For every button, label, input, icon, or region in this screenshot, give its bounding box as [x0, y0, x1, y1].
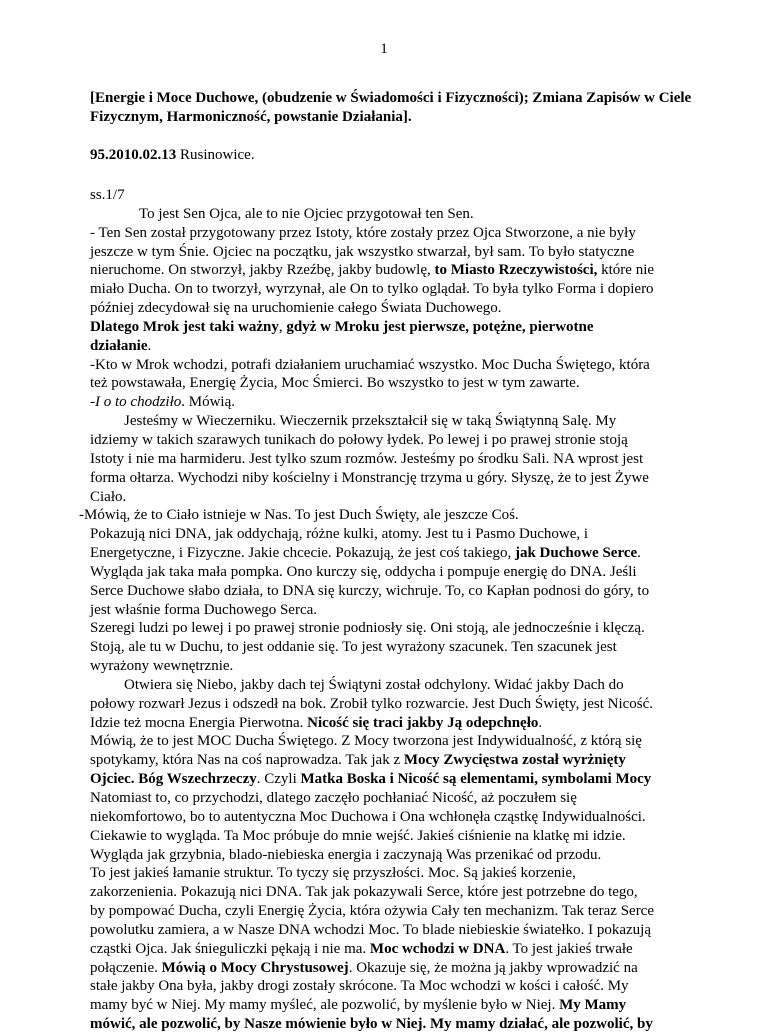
text-line [90, 337, 740, 356]
text-run: . Mówią. [181, 394, 235, 411]
text-run: . [538, 714, 543, 731]
bold-text: mówić, ale pozwolić, by Nasze mówienie było w Niej. My mamy działać, ale pozwolić, by [90, 1016, 653, 1033]
text-run: Stoją, ale tu w Duchu, to jest oddanie się. To jest wyrażony szacunek. Ten szacunek jest [90, 639, 617, 656]
bold-text: Moc wchodzi w DNA [369, 940, 506, 957]
text-run: Jesteśmy w Wieczerniku. Wieczernik przekształcił się w taką Świątynną Salę. My [124, 413, 617, 430]
text-line [90, 714, 740, 733]
text-line [90, 789, 740, 808]
bold-text: My Mamy [559, 997, 627, 1014]
text-line [90, 356, 740, 375]
text-run: . To jest jakieś trwałe [505, 940, 633, 957]
text-run: forma ołtarza. Wychodzi niby kościelny i Monstrancję trzyma u góry. Słyszę, że to jest Żywe [90, 469, 649, 486]
text-run: które nie [597, 262, 655, 279]
text-run: Natomiast to, co przychodzi, dlatego zaczęło pochłaniać Nicość, aż poczułem się [90, 790, 577, 806]
text-line [90, 544, 740, 563]
text-line [90, 846, 740, 865]
text-line [90, 732, 740, 751]
text-line [90, 695, 740, 714]
text-run: To jest jakieś łamanie struktur. To tyczy się przyszłości. Moc. Są jakieś korzenie, [90, 865, 576, 882]
text-run: - Ten Sen został przygotowany przez Istoty, które zostały przez Ojca Stworzone, a nie były [90, 224, 636, 241]
bold-text: Nicość się traci jakby Ją odepchnęło [307, 714, 539, 731]
text-line [90, 883, 740, 902]
text-run: mamy być w Niej. My mamy myśleć, ale pozwolić, by myślenie było w Niej. [90, 997, 560, 1014]
text-line [90, 864, 740, 883]
text-line [90, 902, 740, 921]
text-line [90, 186, 740, 205]
text-line [90, 657, 740, 676]
text-run: Otwiera się Niebo, jakby dach tej Świątyni został odchylony. Widać jakby Dach do [124, 676, 624, 693]
bold-text: Dlatego Mrok jest taki ważny [90, 318, 279, 335]
text-line [90, 977, 740, 996]
text-line [90, 525, 740, 544]
text-line [90, 676, 740, 695]
text-run: Idzie też mocna Energia Pierwotna. [90, 714, 308, 731]
text-run: wyrażony wewnętrznie. [90, 658, 234, 675]
text-line [90, 921, 740, 940]
text-run: . Okazuje się, że można ją jakby wprowadzić na [348, 959, 638, 976]
text-line [90, 205, 740, 224]
text-line [90, 582, 740, 601]
text-run: ss.1/7 [90, 187, 125, 203]
text-line [79, 506, 740, 525]
text-run: nieruchome. On stworzył, jakby Rzeźbę, jakby budowlę, [90, 262, 435, 279]
session-place: Rusinowice. [176, 147, 255, 163]
text-run: powolutku zamiera, a w Nasze DNA wchodzi Moc. To blade niebieskie światełko. I pokazują [90, 921, 652, 938]
text-run: . [147, 337, 152, 354]
text-run: Ciekawie to wygląda. Ta Moc próbuje do mnie wejść. Jakieś ciśnienie na klatkę mi idzie. [90, 827, 626, 844]
text-run: połączenie. [90, 959, 162, 976]
text-run: Mówią, że to jest MOC Ducha Świętego. Z Mocy tworzona jest Indywidualność, z którą się [90, 733, 642, 750]
text-line [90, 940, 740, 959]
text-run: Wygląda jak grzybnia, blado-niebieska energia i zaczynają Was przenikać od przodu. [90, 846, 602, 863]
text-line [90, 318, 740, 337]
text-run: też powstawała, Energię Życia, Moc Śmierci. Bo wszystko to jest w tym zawarte. [90, 375, 580, 392]
text-run: Wygląda jak taka mała pompka. Ono kurczy się, oddycha i pompuje energię do DNA. Jeśli [90, 563, 637, 580]
dateline [90, 146, 255, 165]
bold-text: Mówią o Mocy Chrystusowej [161, 959, 349, 976]
session-date: 95.2010.02.13 [90, 147, 177, 163]
text-line [90, 638, 740, 657]
bold-text: Mocy Zwycięstwa został wyrżnięty [403, 752, 626, 769]
text-line [90, 243, 740, 262]
bold-text: jak Duchowe Serce [514, 545, 638, 562]
text-line [90, 450, 740, 469]
text-line [90, 808, 740, 827]
text-run: Energetyczne, i Fizyczne. Jakie chcecie. Pokazują, że jest coś takiego, [90, 545, 515, 562]
text-line [90, 224, 740, 243]
text-run: -Mówią, że to Ciało istnieje w Nas. To jest Duch Święty, ale jeszcze Coś. [79, 507, 519, 524]
text-line [90, 619, 740, 638]
text-run: Ciało. [90, 488, 127, 505]
text-run: niekomfortowo, bo to autentyczna Moc Duchowa i Ona wchłonęła cząstkę Indywidualności. [90, 808, 646, 825]
text-run: zakorzenienia. Pokazują nici DNA. Tak jak pokazywali Serce, które jest potrzebne do tego, [90, 884, 638, 901]
document-heading: [Energie i Moce Duchowe, (obudzenie w Świadomości i Fizyczności); Zmiana Zapisów w Ciele Fizycznym, Harmoniczność, powstanie Działania]. [90, 90, 692, 125]
text-run: później zdecydował się na uruchomienie całego Świata Duchowego. [90, 300, 502, 317]
text-run: by pompować Ducha, czyli Energię Życia, która ożywia Cały ten mechanizm. Tak teraz Serce [90, 903, 655, 920]
text-run: jeszcze w tym Śnie. Ojciec na początku, jak wszystko stwarzał, był sam. To było statyczne [90, 243, 635, 260]
text-line [90, 1015, 740, 1034]
text-line [90, 261, 740, 280]
bold-text: Ojciec. Bóg Wszechrzeczy [90, 771, 257, 788]
text-run: miało Ducha. On to tworzył, wyrzynał, ale On to tylko oglądał. To była tylko Forma i dopiero [90, 281, 654, 298]
text-line [90, 469, 740, 488]
text-run: Szeregi ludzi po lewej i po prawej stronie podniosły się. Oni stoją, ale jednocześnie i klęczą. [90, 620, 645, 637]
text-run: idziemy w takich szarawych tunikach do połowy łydek. Po lewej i po prawej stronie stoją [90, 431, 628, 448]
bold-text: Matka Boska i Nicość są elementami, symbolami Mocy [300, 771, 652, 788]
bold-text: gdyż w Mroku jest pierwsze, potężne, pierwotne [286, 318, 594, 335]
text-line [90, 827, 740, 846]
text-line [90, 770, 740, 789]
text-line [90, 751, 740, 770]
text-line [90, 431, 740, 450]
text-line [90, 412, 740, 431]
text-run: spotykamy, która Nas na coś naprowadza. Tak jak z [90, 752, 404, 769]
text-line [90, 959, 740, 978]
text-run: , [278, 318, 287, 335]
text-run: stałe jakby Ona była, jakby drogi zostały skrócone. Ta Moc wchodzi w kości i całość. My [90, 978, 629, 995]
text-line [90, 299, 740, 318]
text-run: jest właśnie forma Duchowego Serca. [90, 601, 318, 618]
text-run: -Kto w Mrok wchodzi, potrafi działaniem uruchamiać wszystko. Moc Ducha Świętego, która [90, 356, 650, 373]
text-line [90, 563, 740, 582]
page-number: 1 [380, 41, 388, 57]
text-line [90, 393, 740, 412]
text-line [90, 601, 740, 620]
text-line [90, 996, 740, 1015]
text-run: cząstki Ojca. Jak śnieguliczki pękają i nie ma. [90, 940, 370, 957]
text-run: . [637, 545, 641, 562]
text-run: połowy rozwarł Jezus i odszedł na bok. Zrobił tylko rozwarcie. Jest Duch Święty, jest Nicość. [90, 695, 654, 712]
text-run: Istoty i nie ma harmideru. Jest tylko szum rozmów. Jesteśmy po środku Sali. NA wprost jest [90, 450, 644, 467]
text-run: Serce Duchowe słabo działa, to DNA się kurczy, wichruje. To, co Kapłan podnosi do góry, to [90, 582, 650, 599]
bold-text: to Miasto Rzeczywistości, [434, 262, 598, 279]
text-line [90, 488, 740, 507]
bold-text: działanie [90, 337, 148, 354]
text-run: To jest Sen Ojca, ale to nie Ojciec przygotował ten Sen. [139, 205, 474, 222]
italic-text: -I o to chodziło [90, 394, 182, 411]
text-run: . Czyli [256, 771, 301, 788]
text-run: Pokazują nici DNA, jak oddychają, różne kulki, atomy. Jest tu i Pasmo Duchowe, i [90, 526, 589, 543]
document-body [79, 186, 740, 1034]
text-line [90, 280, 740, 299]
text-line [90, 374, 740, 393]
